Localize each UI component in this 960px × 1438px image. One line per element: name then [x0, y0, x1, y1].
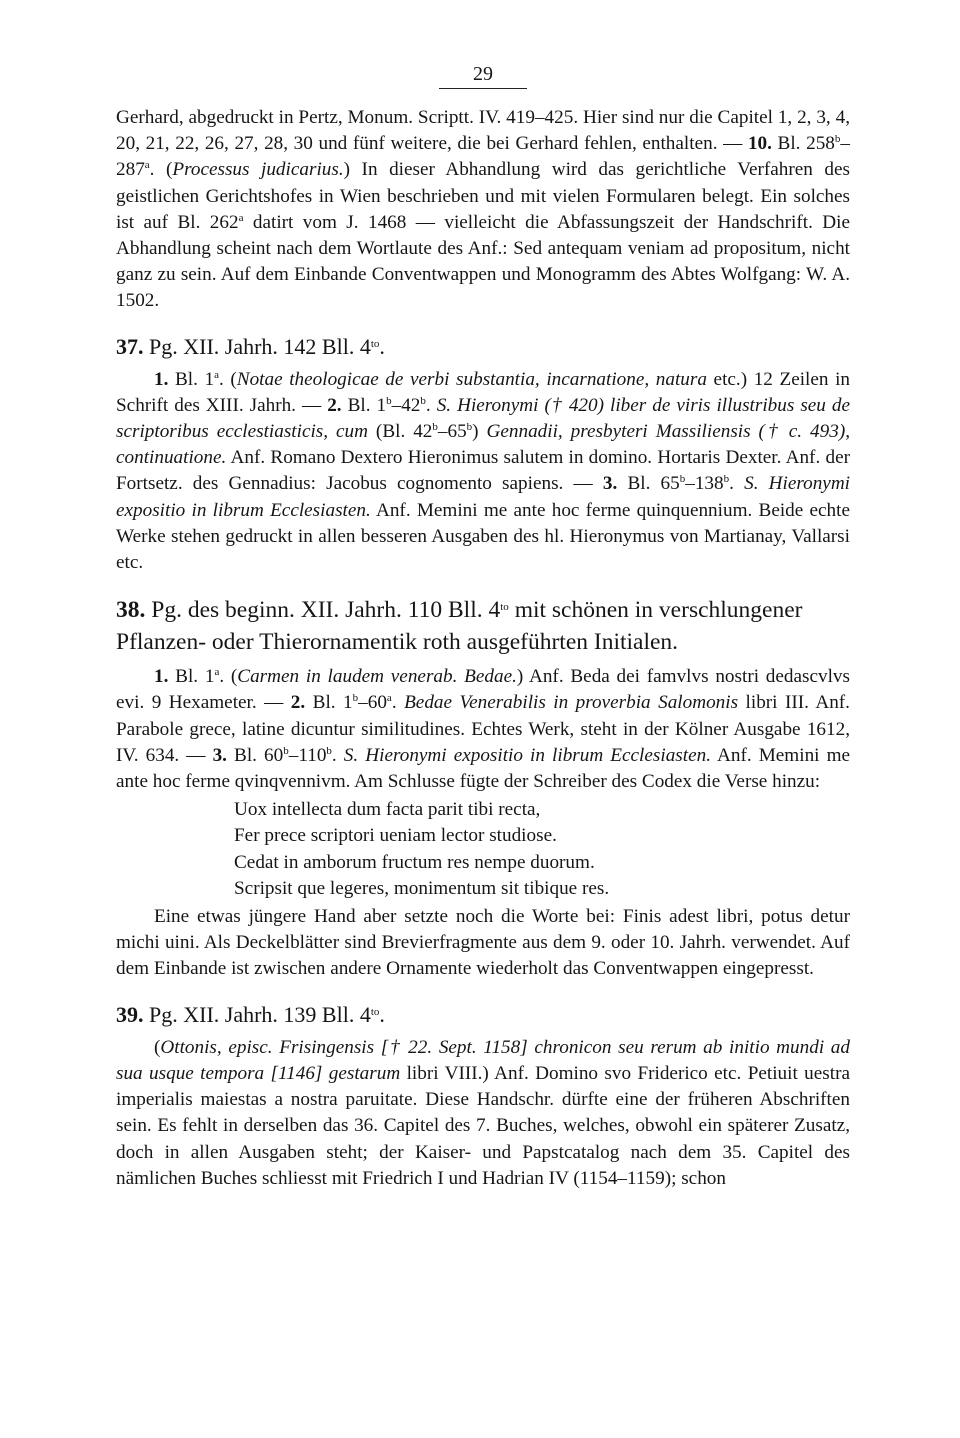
text-p39: (Ottonis, episc. Frisingensis [† 22. Sept. 1158] chronicon seu rerum ab initio mundi ad sua usque tempora [1146] gestarum libri VIII.) Anf. Domino svo Friderico etc. Petiuit uestra imperialis maiestas a nostra paruitate. Diese Handschr. dürfte eine der früheren Abschriften sein. Es fehlt in derselben das 36. Capitel des 7. Buches, welches, obwohl ein späterer Zusatz, doch in allen Ausgaben steht; der Kaiser- und Papstcatalog nach dem 35. Capitel des nämlichen Buches schliesst mit Friedrich I und Hadrian IV (1154–1159); schon: [116, 1036, 850, 1189]
text-h39: 39. Pg. XII. Jahrh. 139 Bll. $4^{to}$.: [116, 1001, 385, 1027]
text-p0: Gerhard, abgedruckt in Pertz, Monum. Scriptt. IV. 419–425. Hier sind nur die Capitel 1, 2, 3, 4, 20, 21, 22, 26, 27, 28, 30 und fünf weitere, die bei Gerhard fehlen, enthalten. — 10. Bl. 258$^b$–287$^a$. (Processus judicarius.) In dieser Abhandlung wird das gerichtliche Verfahren des geistlichen Gerichtshofes in Wien beschrieben und mit vielen Formularen belegt. Ein solches ist auf Bl. 262$^a$ datirt vom J. 1468 — vielleicht die Abfassungszeit der Handschrift. Die Abhandlung scheint nach dem Wortlaute des Anf.: Sed antequam veniam ad propositum, nicht ganz zu sein. Auf dem Einbande Conventwappen und Monogramm des Abtes Wolfgang: W. A. 1502.: [116, 107, 851, 312]
text-p38b: Eine etwas jüngere Hand aber setzte noch die Worte bei: Finis adest libri, potus detur michi uini. Als Deckelblätter sind Brevierfragmente aus dem 9. oder 10. Jahrh. verwendet. Auf dem Einbande ist zwischen andere Ornamente wiederholt das Conventwappen eingepresst.: [116, 906, 850, 980]
entry-39-description: [116, 1035, 850, 1192]
verse-line: Cedat in amborum fructum res nempe duorum.: [234, 851, 595, 873]
entry-38-description: [116, 664, 850, 795]
verse-line: Scripsit que legeres, monimentum sit tibique res.: [234, 877, 610, 899]
page-number-rule: [439, 88, 527, 89]
text-h38: 38. Pg. des beginn. XII. Jahrh. 110 Bll. $4^{to}$ mit schönen in verschlungener Pflanzen- oder Thierornamentik roth ausgeführten Initialen.: [116, 597, 803, 656]
verse-line: Uox intellecta dum facta parit tibi recta,: [234, 799, 541, 821]
entry-39-heading: [116, 1001, 850, 1029]
text-p38: 1. Bl. 1$^a$. (Carmen in laudem venerab. Bedae.) Anf. Beda dei famvlvs nostri dedascvlvs evi. 9 Hexameter. — 2. Bl. 1$^b$–60$^a$. Bedae Venerabilis in proverbia Salomonis libri III. Anf. Parabole grece, latine dicuntur similitudines. Echtes Werk, steht in der Kölner Ausgabe 1612, IV. 634. — 3. Bl. 60$^b$–110$^b$. S. Hieronymi expositio in librum Ecclesiasten. Anf. Memini me ante hoc ferme qvinqvennivm. Am Schlusse fügte der Schreiber des Codex die Verse hinzu:: [116, 666, 851, 793]
entry-38-heading: [116, 594, 850, 658]
verse-block: [116, 797, 850, 902]
continuation-paragraph: [116, 105, 850, 315]
document-page: [116, 58, 850, 1192]
entry-37-heading: [116, 333, 850, 361]
page-number: 29: [473, 63, 493, 85]
entry-38-note: [116, 904, 850, 983]
entry-37-description: [116, 367, 850, 577]
text-h37: 37. Pg. XII. Jahrh. 142 Bll. $4^{to}$.: [116, 333, 385, 359]
verse-line: Fer prece scriptori ueniam lector studiose.: [234, 825, 557, 847]
text-p37: 1. Bl. 1$^a$. (Notae theologicae de verbi substantia, incarnatione, natura etc.) 12 Zeilen in Schrift des XIII. Jahrh. — 2. Bl. 1$^b$–42$^b$. S. Hieronymi († 420) liber de viris illustribus seu de scriptoribus ecclestiasticis, cum (Bl. 42$^b$–65$^b$) Gennadii, presbyteri Massiliensis († c. 493), continuatione. Anf. Romano Dextero Hieronimus salutem in domino. Hortaris Dexter. Anf. der Fortsetz. des Gennadius: Jacobus cognomento sapiens. — 3. Bl. 65$^b$–138$^b$. S. Hieronymi expositio in librum Ecclesiasten. Anf. Memini me ante hoc ferme quinquennium. Beide echte Werke stehen gedruckt in allen besseren Ausgaben des hl. Hieronymus von Martianay, Vallarsi etc.: [116, 368, 851, 574]
